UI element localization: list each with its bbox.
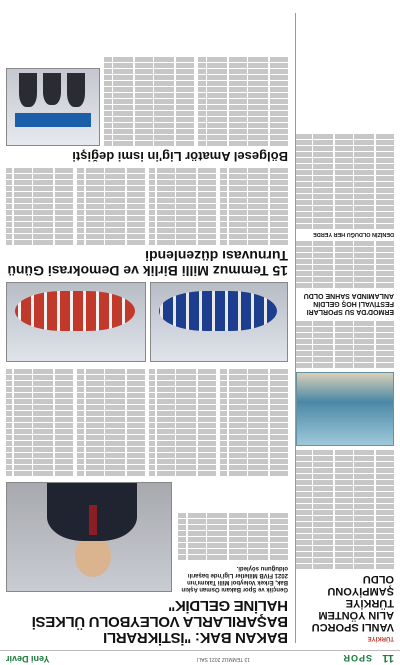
team-photo-1 [150, 282, 288, 362]
issue-date: 13 TEMMUZ 2021 SALI [197, 656, 250, 662]
sidebar-story2-subhead: DENİZİN OLDUĞU HER YERDE [313, 231, 394, 237]
article3-headline: Bölgesel Amatör Lig'in ismi değişti [72, 149, 288, 164]
page-header [0, 650, 400, 665]
sidebar-column [295, 13, 394, 643]
sidebar-headline: VANLI SPORCU ALIN YÖNTEM TÜRKİYE ŞAMPİYONU OLDU [311, 573, 394, 633]
minister-photo [6, 482, 172, 592]
article1-deck: Gençlik ve Spor Bakanı Osman Aşkın Bak, Erkek Voleybol Milli Takımı'nın 2021 FIVB Milletler Ligi'nde başarılı olduğunu söyledi. [181, 565, 288, 592]
league-meeting-photo [6, 68, 100, 146]
main-area [6, 56, 288, 647]
article2-headline: 15 Temmuz Milli Birlik ve Demokrasi Günü Turnuvası düzenlendi [7, 248, 288, 279]
page-number: 11 [382, 652, 394, 664]
team-photo-2 [6, 282, 146, 362]
article1-headline: BAKAN BAK: "İSTİKRARLI BAŞARILARLA VOLEYBOLU ÜLKESİ HALİNE GELDİK" [31, 597, 288, 646]
sidebar-kicker: TÜRKİYE [367, 635, 394, 641]
sidebar-story2-headline: ERMOD'DA SU SPORLARI FESTİVALİ HOŞ GELDİN ANLAMINDA SAHNE OLDU [303, 292, 394, 315]
newspaper-logo: Yeni Devir [6, 654, 50, 664]
water-sports-photo [296, 372, 394, 446]
section-label: SPOR [342, 653, 372, 663]
